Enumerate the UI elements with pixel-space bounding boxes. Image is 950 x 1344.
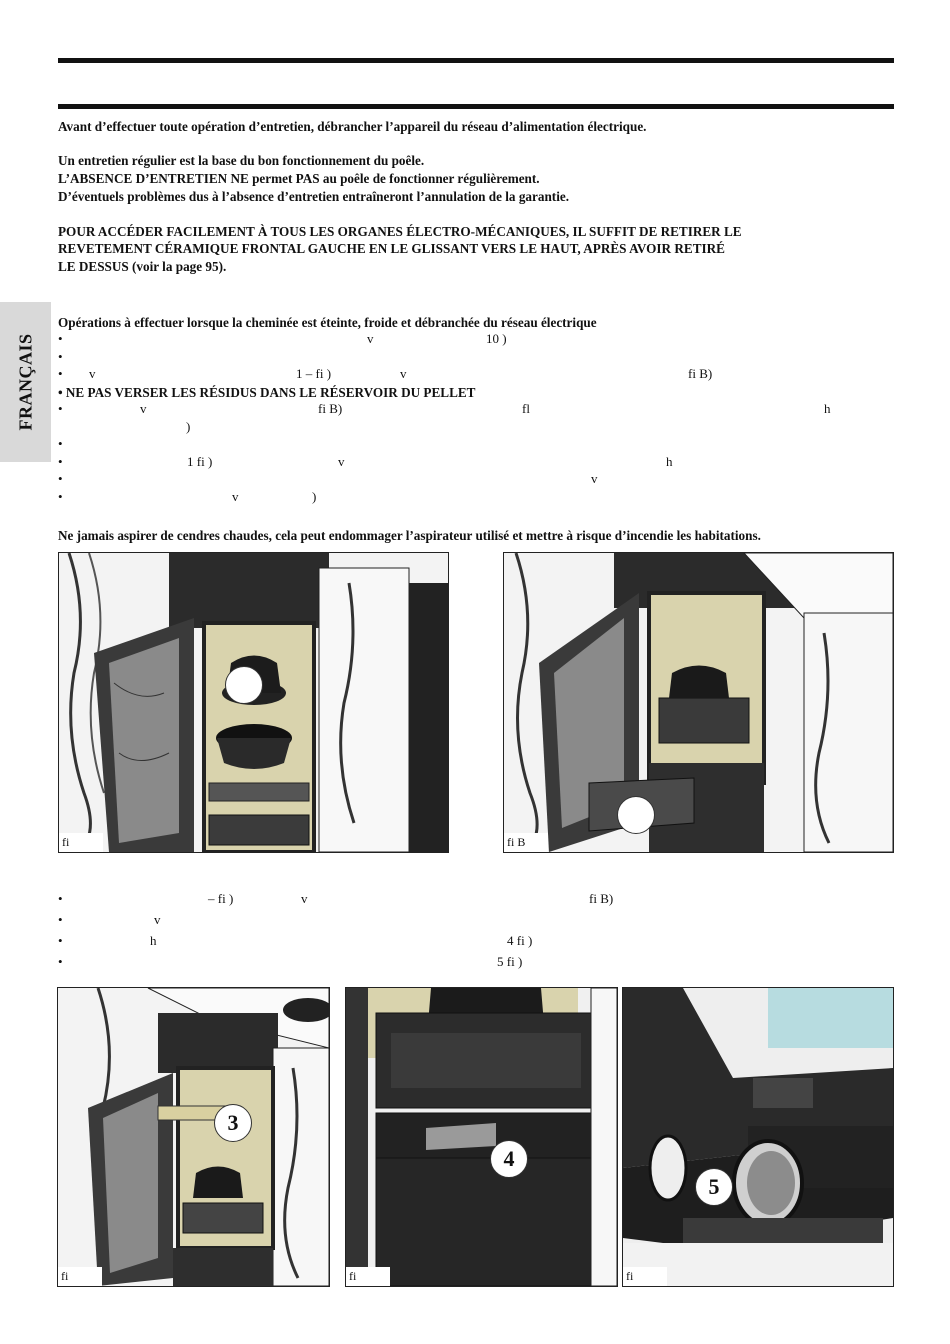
s2-b1-frag-c: fi B) [589,891,614,906]
callout-1 [225,666,263,704]
section1-heading: Opérations à effectuer lorsque la cheminée est éteinte, froide et débranchée du réseau électrique [58,315,597,330]
b3-frag-d: fi B) [688,366,713,381]
b8-frag-a: v [591,471,598,486]
bullet-6: • [58,436,63,451]
callout-4: 4 [490,1140,528,1178]
figure-1 [58,552,449,853]
figure-1-label: fi [59,833,103,852]
intro-line-2: Un entretien régulier est la base du bon fonctionnement du poêle. [58,153,425,168]
s2-b3-frag-b: 4 fi ) [507,933,533,948]
b3-frag-c: v [400,366,407,381]
s2-b4-frag-a: 5 fi ) [497,954,523,969]
figure-3-label: fi [58,1267,102,1286]
b7-frag-c: h [666,454,673,469]
b9-frag-a: v [232,489,239,504]
b5-frag-b: fi B) [318,401,343,416]
stove-ash-drawer-illustration [504,553,893,852]
stove-open-door-illustration [59,553,448,852]
intro-caps-2: REVETEMENT CÉRAMIQUE FRONTAL GAUCHE EN LE GLISSANT VERS LE HAUT, APRÈS AVOIR RETIRÉ [58,241,725,256]
callout-5: 5 [695,1168,733,1206]
b1-frag-b: 10 ) [486,331,507,346]
s2-bullet-1: • [58,891,63,906]
b9-frag-b: ) [312,489,317,504]
figure-3 [57,987,330,1287]
s2-b1-frag-b: v [301,891,308,906]
intro-line-3: L’ABSENCE D’ENTRETIEN NE permet PAS au poêle de fonctionner régulièrement. [58,171,540,186]
s2-bullet-4: • [58,954,63,969]
hot-ash-warning: Ne jamais aspirer de cendres chaudes, cela peut endommager l’aspirateur utilisé et mettre à risque d’incendie les habitations. [58,528,761,543]
b1-frag-a: v [367,331,374,346]
bullet-3: • [58,366,63,381]
b5-frag-d: h [824,401,831,416]
language-tab-label: FRANÇAIS [15,333,35,431]
b7-frag-b: v [338,454,345,469]
b5-frag-a: v [140,401,147,416]
intro-caps-3: LE DESSUS (voir la page 95). [58,259,227,274]
bullet-5: • [58,401,63,416]
language-tab [0,302,51,462]
top-rule [58,58,894,63]
figure-5 [622,987,894,1287]
bullet-8: • [58,471,63,486]
s2-b3-frag-a: h [150,933,157,948]
bullet-9: • [58,489,63,504]
callout-2 [617,796,655,834]
s2-b2-frag-a: v [154,912,161,927]
second-rule [58,104,894,109]
s2-b1-frag-a: – fi ) [208,891,234,906]
intro-caps-1: POUR ACCÉDER FACILEMENT À TOUS LES ORGANES ÉLECTRO-MÉCANIQUES, IL SUFFIT DE RETIRER LE [58,224,742,239]
bullet-1: • [58,331,63,346]
bullet-2: • [58,349,63,364]
figure-4 [345,987,618,1287]
figure-2-label: fi B [504,833,548,852]
b3-frag-a: v [89,366,96,381]
intro-line-4: D’éventuels problèmes dus à l’absence d’entretien entraîneront l’annulation de la garantie. [58,189,570,204]
b5-frag-c: fl [522,401,530,416]
stove-fan-duct-illustration [623,988,893,1286]
stove-grate-illustration [58,988,329,1286]
b5-frag-e: ) [186,419,191,434]
b7-frag-a: 1 fi ) [187,454,213,469]
no-pellet-warning: • NE PAS VERSER LES RÉSIDUS DANS LE RÉSERVOIR DU PELLET [58,385,476,400]
b3-frag-b: 1 – fi ) [296,366,332,381]
intro-line-1: Avant d’effectuer toute opération d’entretien, débrancher l’appareil du réseau d’alimentation électrique. [58,119,647,134]
figure-4-label: fi [346,1267,390,1286]
stove-lower-panel-illustration [346,988,617,1286]
figure-2 [503,552,894,853]
bullet-7: • [58,454,63,469]
figure-5-label: fi [623,1267,667,1286]
s2-bullet-3: • [58,933,63,948]
s2-bullet-2: • [58,912,63,927]
callout-3: 3 [214,1104,252,1142]
